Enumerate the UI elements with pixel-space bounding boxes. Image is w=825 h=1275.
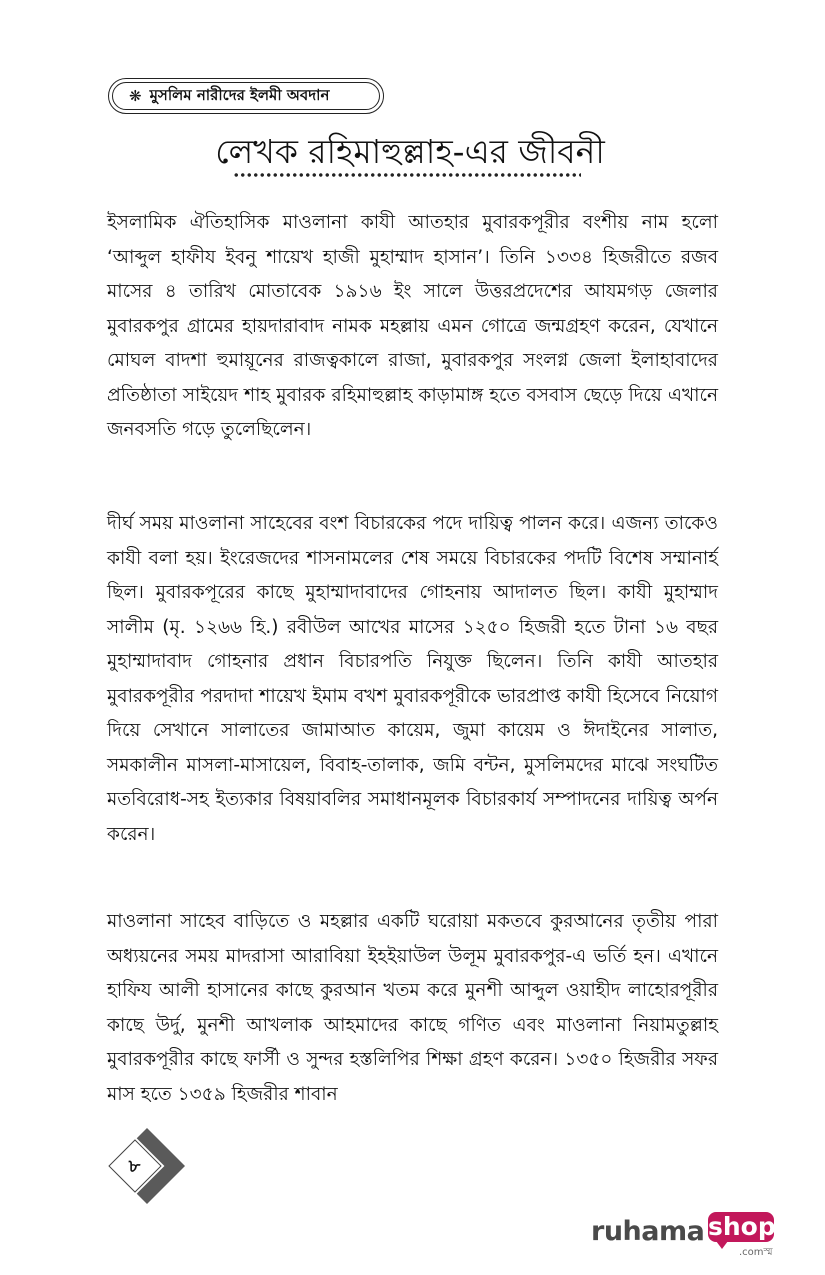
paragraph-2: দীর্ঘ সময় মাওলানা সাহেবের বংশ বিচারকের পদে দায়িত্ব পালন করে। এজন্য তাকেও কাযী বলা হয়। ইংরেজদের শাসনামলের শেষ সময়ে বিচারকের পদটি বিশেষ সম্মানার্হ ছিল। মুবারকপূরের কাছে মুহাম্মাদাবাদের গোহনায় আদালত ছিল। কাযী মুহাম্মাদ সালীম (মৃ. ১২৬৬ হি.) রবীউল আখের মাসের ১২৫০ হিজরী হতে টানা ১৬ বছর মুহাম্মাদাবাদ গোহনার প্রধান বিচারপতি নিযুক্ত ছিলেন। তিনি কাযী আতহার মুবারকপূরীর পরদাদা শায়েখ ইমাম বখশ মুবারকপূরীকে ভারপ্রাপ্ত কাযী হিসেবে নিয়োগ দিয়ে সেখানে সালাতের জামাআত কায়েম, জুমা কায়েম ও ঈদাইনের সালাত, সমকালীন মাসলা-মাসায়েল, বিবাহ-তালাক, জমি বন্টন, মুসলিমদের মাঝে সংঘটিত মতবিরোধ-সহ ইত্যকার বিষয়াবলির সমাধানমূলক বিচারকার্য সম্পাদনের দায়িত্ব অর্পন করেন। (107, 513, 718, 845)
paragraph-3: মাওলানা সাহেব বাড়িতে ও মহল্লার একটি ঘরোয়া মকতবে কুরআনের তৃতীয় পারা অধ্যয়নের সময় মাদরাসা আরাবিয়া ইহইয়াউল উলূম মুবারকপুর-এ ভর্তি হন। এখানে হাফিয আলী হাসানের কাছে কুরআন খতম করে মুনশী আব্দুল ওয়াহীদ লাহোরপূরীর কাছে উর্দু, মুনশী আখলাক আহমাদের কাছে গণিত এবং মাওলানা নিয়ামতুল্লাহ মুবারকপূরীর কাছে ফার্সী ও সুন্দর হস্তলিপির শিক্ষা গ্রহণ করেন। ১৩৫০ হিজরীর সফর মাস হতে ১৩৫৯ হিজরীর শাবান (107, 911, 718, 1105)
running-head (108, 78, 384, 114)
watermark-brand-left: ruhama (591, 1216, 705, 1247)
chapter-title: লেখক রহিমাহুল্লাহ-এর জীবনী (215, 132, 605, 171)
watermark-domain: .comস্ম (739, 1247, 773, 1258)
page-number: ৮ (128, 1156, 141, 1177)
paragraph-1: ইসলামিক ঐতিহাসিক মাওলানা কাযী আতহার মুবারকপূরীর বংশীয় নাম হলো ‘আব্দুল হাফীয ইবনু শায়েখ হাজী মুহাম্মাদ হাসান’। তিনি ১৩৩৪ হিজরীতে রজব মাসের ৪ তারিখ মোতাবেক ১৯১৬ ইং সালে উত্তরপ্রদেশের আযমগড় জেলার মুবারকপুর গ্রামের হায়দারাবাদ নামক মহল্লায় এমন গোত্রে জন্মগ্রহণ করেন, যেখানে মোঘল বাদশা হুমায়ূনের রাজত্বকালে রাজা, মুবারকপুর সংলগ্ন জেলা ইলাহাবাদের প্রতিষ্ঠাতা সাইয়েদ শাহ মুবারক রহিমাহুল্লাহ কাড়ামাঙ্গ হতে বসবাস ছেড়ে দিয়ে এখানে জনবসতি গড়ে তুলেছিলেন। (107, 212, 718, 440)
title-dotted-divider (233, 171, 581, 179)
ornament-icon: ❋ (129, 87, 142, 105)
watermark-brand-right: shop (708, 1212, 776, 1241)
watermark-logo (591, 1211, 791, 1261)
running-head-text: মুসলিম নারীদের ইলমী অবদান (149, 85, 330, 104)
page-number-badge (107, 1128, 185, 1206)
